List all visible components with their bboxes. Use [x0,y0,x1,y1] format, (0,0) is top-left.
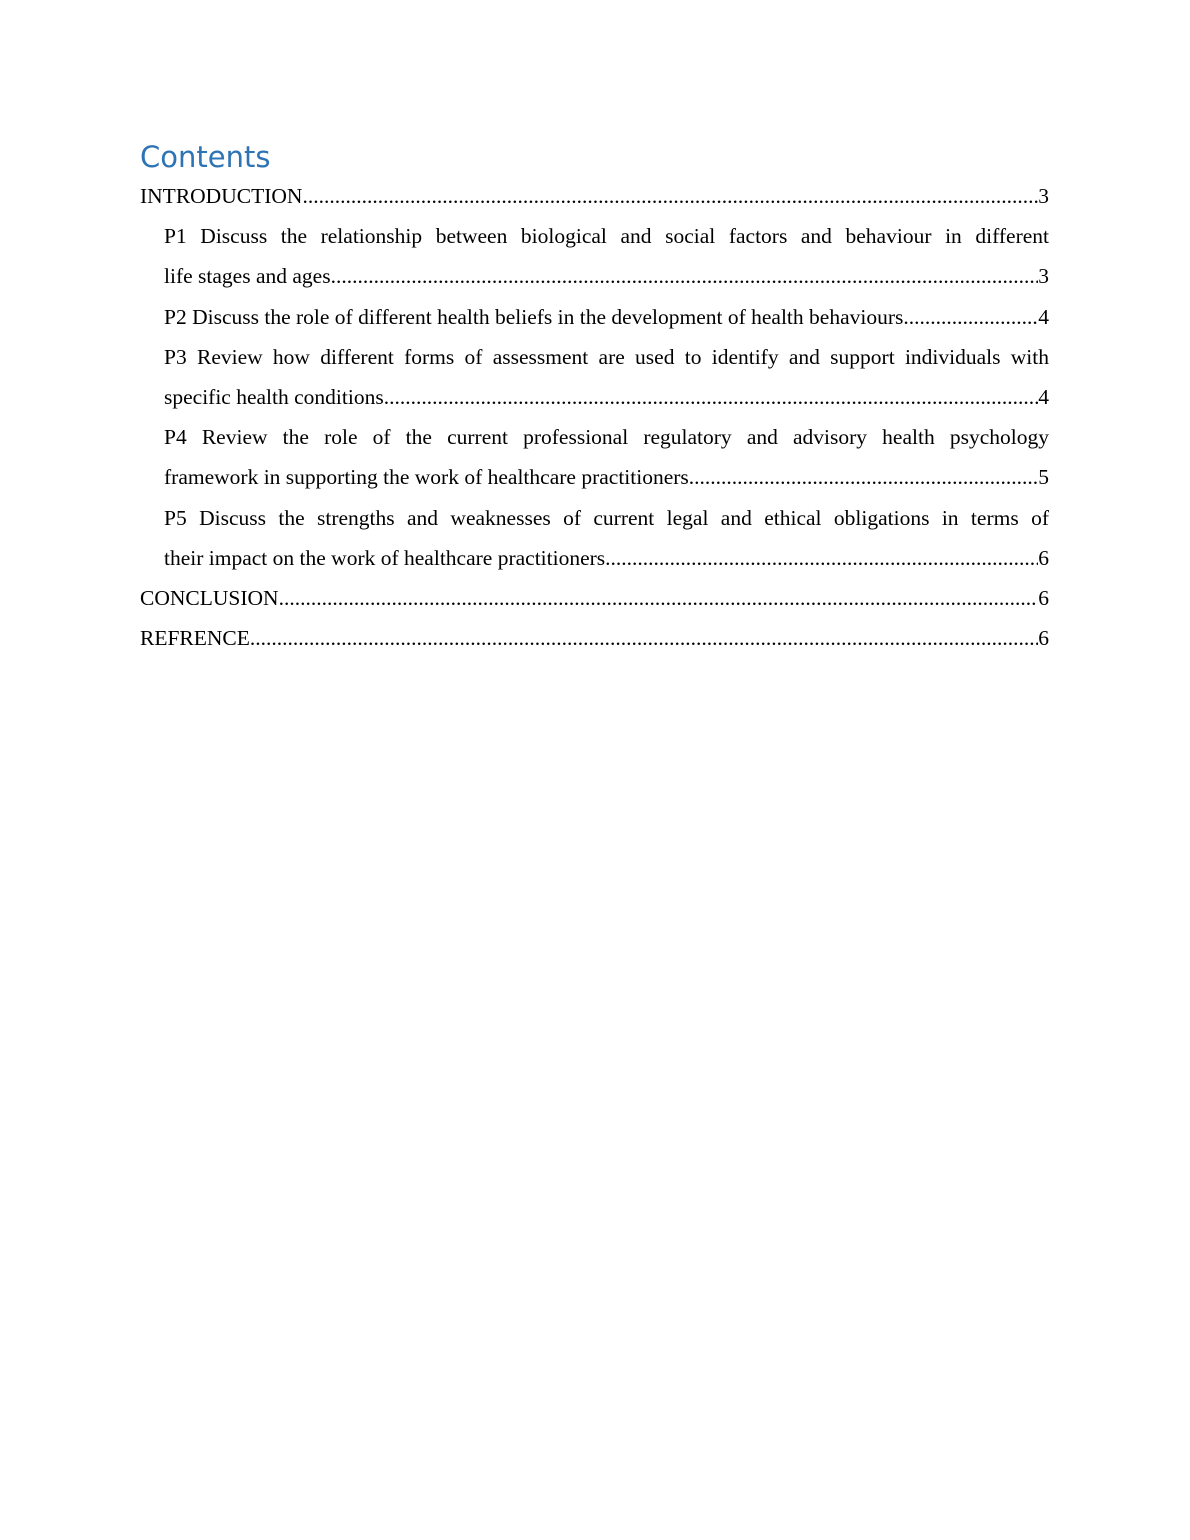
dot-leader [605,538,1038,578]
toc-entry-last-line [164,297,1049,337]
toc-entry-text-line: P3 Review how different forms of assessment are used to identify and support individuals with [164,344,1049,369]
toc-entry-last-line [164,538,1049,578]
dot-leader [689,457,1038,497]
toc-entry-text-line: P4 Review the role of the current professional regulatory and advisory health psychology [164,425,1049,450]
toc-entry[interactable] [140,337,1049,417]
toc-entry[interactable] [140,618,1049,658]
toc-entry-last-line [140,618,1049,658]
toc-page-number: 3 [1038,264,1049,289]
toc-entry-last-line [140,578,1049,618]
toc-page-number: 6 [1038,586,1049,611]
toc-list [140,176,1049,658]
toc-entry-label: REFRENCE [140,626,250,651]
toc-entry[interactable] [140,297,1049,337]
toc-page-number: 4 [1038,304,1049,329]
toc-entry-label: framework in supporting the work of healthcare practitioners [164,465,689,490]
dot-leader [903,297,1038,337]
toc-entry[interactable] [140,578,1049,618]
toc-page-number: 5 [1038,465,1049,490]
toc-entry-text-line: P1 Discuss the relationship between biological and social factors and behaviour in different [164,224,1049,249]
dot-leader [250,618,1038,658]
toc-entry-label: INTRODUCTION [140,184,303,208]
toc-entry-label: specific health conditions [164,385,384,410]
toc-entry-last-line [140,176,1049,216]
toc-entry-label: their impact on the work of healthcare practitioners [164,545,606,570]
dot-leader [331,256,1039,296]
toc-entry[interactable] [140,417,1049,497]
toc-entry-text-line: P5 Discuss the strengths and weaknesses of current legal and ethical obligations in terms of [164,505,1049,530]
dot-leader [384,377,1039,417]
toc-page-number: 4 [1038,385,1049,410]
contents-title: Contents [140,140,271,174]
toc-entry[interactable] [140,498,1049,578]
toc-entry-last-line [164,377,1049,417]
toc-entry-label: CONCLUSION [140,586,279,611]
toc-entry[interactable] [140,176,1049,216]
toc-entry-label: life stages and ages [164,264,331,289]
toc-entry-last-line [164,256,1049,296]
dot-leader [279,578,1039,618]
dot-leader [302,176,1038,216]
toc-entry[interactable] [140,216,1049,296]
table-of-contents [140,138,1049,658]
toc-entry-last-line [164,457,1049,497]
toc-page-number: 6 [1038,626,1049,651]
toc-page-number: 6 [1038,545,1049,570]
toc-page-number: 3 [1038,184,1049,208]
toc-entry-label: P2 Discuss the role of different health beliefs in the development of health behaviours [164,304,904,329]
